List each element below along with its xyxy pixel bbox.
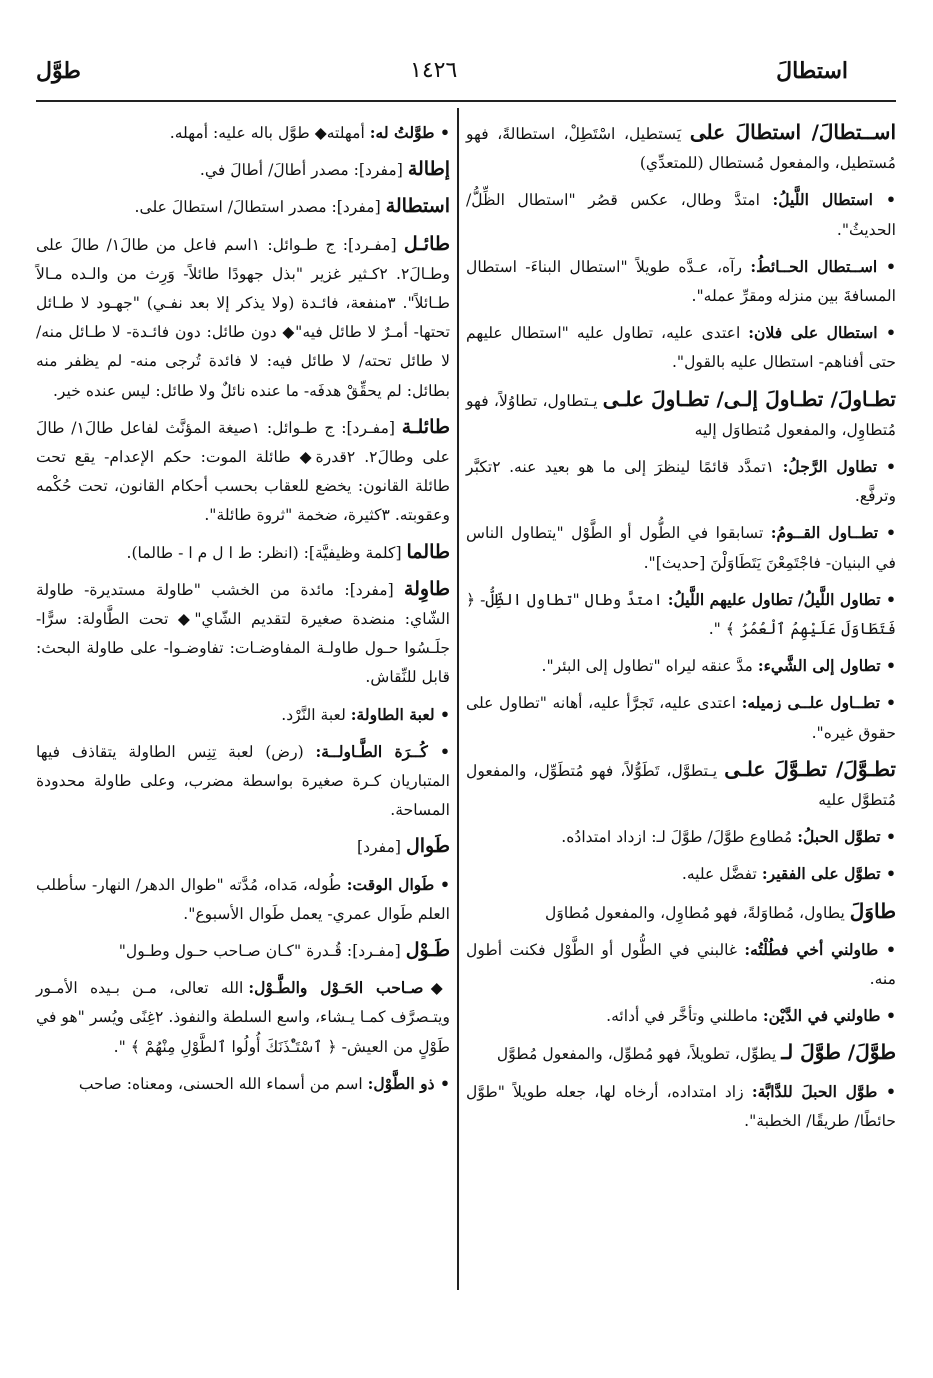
entry-text: [مفرد]: مائدة من الخشب "طاولة مستديرة- طاولة الشّاي: منضدة صغيرة لتقديم الشّاي"◆ تحت الطَّاولة: سرًّا- جلَـسُوا حـول طاولـة المفاوضـات: تفاوضـوا- على طاولة البحث: قابل للنِّقاش. [36, 580, 450, 687]
entry-text: لعبة النَّرْد. [281, 705, 351, 724]
dictionary-entry [36, 936, 450, 966]
sense-label: • طوَّل الحبلَ للدَّابَّة: [751, 1081, 896, 1101]
sense-label: ◆صـاحب الحَـوْل والطَّـوْل: [248, 978, 450, 998]
entry-text: يـتطوَّل، تَطَوُّلاً، فهو مُتطَوِّل، والمفعول مُتطوَّل عليه [466, 761, 896, 810]
entry-text: ماطلني وتأخَّر في أدائه. [606, 1007, 763, 1026]
entry-headword: طائلـة [401, 415, 450, 438]
entry-headword: إطالة [407, 158, 450, 181]
entry-text: اعتدى عليه، تطاول عليه "استطال عليهم حتى أفناهم- استطال عليه بالقول". [466, 324, 896, 372]
entry-text: الله تعالى، مـن بـيده الأمـور ويتـصرَّف كمـا يـشاء، واسع السلطة والنفوذ. ٢غِنًى ويُسر "هو في طَوْلٍ من العيش- ﴿ ٱسْتَـْٔذَنَكَ أُولُوا ٱلطَّوْلِ مِنْهُمْ ﴾ ". [36, 979, 450, 1056]
dictionary-entry [466, 1077, 896, 1136]
entry-text: (رض) لعبة تِنِس الطاولة يتقاذف فيها المتباريان كـرة صغيرة بواسطة مضرب، وعلى طاولة محدودة المساحة. [36, 742, 450, 820]
sense-label: • طاولني في الدَّيْن: [762, 1006, 896, 1026]
entry-text: يـتطاول، تطاوُلاً، فهو مُتطاوِل، والمفعول مُتطاوَل إليه [466, 391, 896, 439]
dictionary-entry [466, 518, 896, 577]
entry-headword: تطـوَّلَ/ تطـوَّلَ علـى [724, 756, 896, 781]
dictionary-entry [36, 832, 450, 862]
dictionary-entry [466, 859, 896, 889]
dictionary-entry [466, 452, 896, 511]
sense-label: • ذو الطَّوْل: [367, 1073, 450, 1093]
dictionary-entry [466, 688, 896, 747]
entry-text: اعتدى عليه، تَجرَّأ عليه، أهانه "تطاول على حقوق غيره". [466, 694, 896, 742]
sense-label: • تطوَّل على الفقير: [761, 864, 896, 884]
entry-text: زاد امتداده، أرخاه لها، جعله طويلاً "طوَّل حائطًا/ طريقًا/ الخطبة". [466, 1082, 896, 1130]
dictionary-entry [36, 575, 450, 693]
dictionary-entry [36, 155, 450, 185]
left-column [36, 118, 450, 1106]
entry-headword: طاوَلَ [849, 898, 896, 923]
entry-text: يطوِّل، تطويلاً، فهو مُطوِّل، والمفعول مُطوَّل [496, 1045, 782, 1064]
sense-label: • استطال اللَّيلُ: [772, 190, 896, 210]
entry-headword: طائـل [403, 232, 450, 255]
entry-text: [كلمة وظيفيَّة]: (انظر: ط ا ل م ا - طالما). [126, 543, 407, 562]
entry-text: يطاول، مُطاوَلةً، فهو مُطاوِل، والمفعول مُطاوَل [545, 903, 850, 922]
dictionary-entry [466, 935, 896, 994]
right-column [466, 118, 896, 1143]
entry-text: [مفرد]: مصدر أطالَ/ أطالَ في. [199, 161, 408, 180]
entry-text: مُطاوع طوَّلَ/ طوَّلَ لـ: ازداد امتدادُه. [561, 828, 798, 847]
sense-label: • تطوَّل الحبلُ: [797, 827, 896, 847]
entry-text: مدَّ عنقه ليراه "تطاول إلى البئر". [541, 657, 758, 676]
dictionary-entry [466, 755, 896, 815]
sense-label: • طَوال الوقت: [346, 874, 450, 894]
sense-label: • طوَّلتُ له: [369, 123, 450, 142]
dictionary-entry [466, 185, 896, 244]
entry-text: [مفرد]: مصدر استطالَ/ استطالَ على. [134, 198, 386, 217]
entry-headword: طالما [406, 540, 450, 563]
entry-text: تفضَّل عليه. [681, 865, 762, 884]
entry-text: رآه، عـدَّه طويلاً "استطال البناءَ- استطال المسافةَ بين منزله ومقرِّ عمله". [466, 257, 896, 306]
dictionary-entry [466, 1001, 896, 1031]
dictionary-entry [36, 700, 450, 730]
entry-headword: طوَّلَ/ طوَّلَ لـ [781, 1040, 896, 1065]
dictionary-entry [466, 897, 896, 928]
entry-text: [مفـرد]: ج طـوائل: ١اسم فاعل من طالَ١/ طالَ على وطـالَ٢. ٢كـثير غزير "بذل جهودًا طائلاً- وَرِث من والـده مـالاً طـائلاً". ٣منفعة، فائـدة (ولا يذكر إلا بعد نفـي) "جهـود لا طـائل تحتها- أمـرٌ لا طائل فيه"◆ دون طائل: دون فائـدة- لا طـائل منه/ لا طائل تحته/ لا طائل فيه: لا فائدة تُرجى منه- لم يظفر منه بطائل: لم يحقِّقْ هدفَه- ما عنده نائلٌ ولا طائل: ليس عنده خير. [36, 235, 450, 400]
dictionary-entry [466, 1038, 896, 1069]
entry-text: امتدَّ وطال، عكس قصُر "استطال الظِّلُّ/ الحديثُ". [466, 191, 896, 239]
dictionary-entry [36, 1069, 450, 1099]
sense-label: • كُــرَة الطَّـاولــة: [315, 741, 451, 761]
entry-headword: طاوِلة [403, 577, 450, 600]
entry-headword: طَوال [405, 835, 450, 858]
dictionary-entry [466, 822, 896, 852]
entry-headword: تطـاولَ/ تطـاولَ إلـى/ تطـاولَ علـى [602, 386, 896, 411]
dictionary-entry [36, 192, 450, 222]
entry-headword: استطالة [385, 195, 450, 218]
entry-text: [مفرد] [357, 838, 406, 857]
header-left-word: طوَّل [36, 58, 81, 84]
sense-label: • اســتطال الحــائطُ: [750, 256, 896, 276]
entry-text: امتدَّ وطال "تطاول الظِّلُّ- ﴿ فَتَطَاوَلَ عَلَيْهِمُ ٱلْعُمُرُ ﴾ ". [465, 590, 896, 639]
entry-text: اسم من أسماء الله الحسنى، ومعناه: صاحب [78, 1074, 368, 1093]
dictionary-entry [466, 318, 896, 377]
entry-text: يَستطيل، اسْتَطِلْ، استطالةً، فهو مُستطيل، والمفعول مُستطال (للمتعدِّي) [466, 125, 896, 173]
entry-text: غالبني في الطُّول أو الطَّوْل فكنت أطول منه. [466, 940, 896, 989]
sense-label: • تطــاول القــومُ: [770, 523, 896, 543]
entry-text: أمهلته◆ طوَّل باله عليه: أمهله. [169, 124, 370, 142]
entry-text: ١تمدَّد قائمًا لينظرَ إلى ما هو بعيد عنه. ٢تكبَّر وترفَّع. [466, 458, 896, 506]
sense-label: • تطاول إلى الشَّيء: [757, 656, 896, 676]
sense-label: • تطــاول علــى زميله: [741, 693, 896, 713]
sense-label: • لعبة الطاولة: [350, 704, 450, 724]
entry-headword: طَـوْل [405, 939, 450, 962]
dictionary-entry [36, 973, 450, 1062]
header-right-word: استطالَ [776, 58, 848, 84]
dictionary-entry [36, 538, 450, 568]
entry-text: [مفـرد]: قُـدرة "كـان صـاحب حـول وطـول" [118, 942, 406, 961]
sense-label: • استطال على فلان: [748, 323, 896, 343]
dictionary-entry [466, 651, 896, 681]
dictionary-entry [36, 870, 450, 929]
page-number: ١٤٢٦ [410, 58, 458, 83]
dictionary-entry [466, 385, 896, 445]
entry-text: [مفـرد]: ج طـوائل: ١صيغة المؤنَّث لفاعل طالَ١/ طالَ على وطالَ٢. ٢قدرة◆ طائلة الموت: حكم الإعدام- يقع تحت طائلة القانون: يخضع للعقاب بحسب أحكام القانون، تحت حُكْمه وعقوبته. ٣كثيرة، ضخمة "ثروة طائلة". [36, 418, 450, 525]
dictionary-entry [466, 585, 896, 644]
sense-label: • طاولني أخي فطُلْتُه: [744, 939, 897, 959]
dictionary-entry [466, 252, 896, 311]
dictionary-entry [36, 118, 450, 148]
dictionary-entry [36, 230, 450, 406]
sense-label: • تطاول اللَّيلُ/ تطاول عليهم اللَّيلُ: [667, 589, 896, 609]
entry-headword: اســتطالَ/ استطالَ على [689, 120, 896, 144]
dictionary-entry [466, 118, 896, 178]
column-divider [457, 108, 459, 1290]
sense-label: • تطاول الرَّجلُ: [782, 457, 896, 477]
entry-text: تسابقوا في الطُّول أو الطَّوْل "يتطاول الناس في البنيان- فاجْتَمِعْنَ يَتَطَاوَلْنَ [حديث]". [466, 524, 896, 572]
dictionary-entry [36, 413, 450, 531]
entry-text: طُوله، مَداه، مُدَّته "طوال الدهر/ النهار- سأطلب العلم طَوال عمري- يعمل طَوال الأسبوع". [36, 875, 450, 923]
header-rule [36, 100, 896, 102]
dictionary-entry [36, 737, 450, 826]
